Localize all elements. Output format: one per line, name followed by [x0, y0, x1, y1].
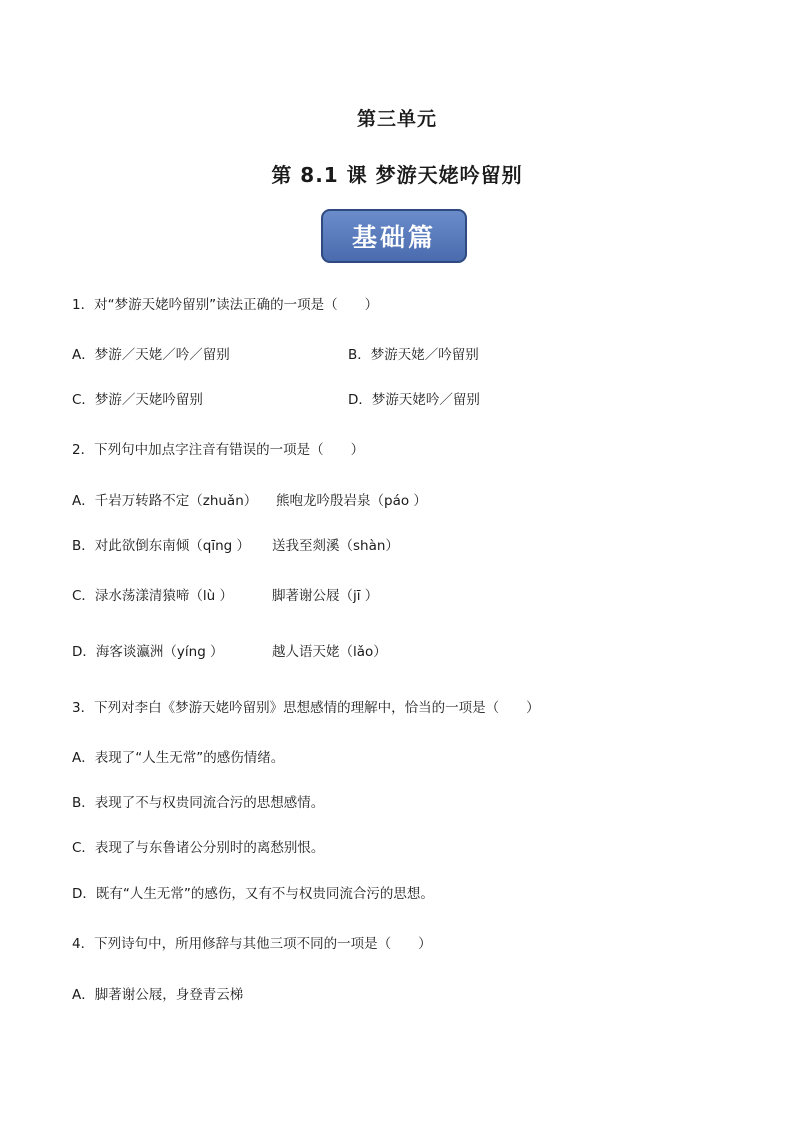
- question-3-stem: 3．下列对李白《梦游天姥吟留别》思想感情的理解中，恰当的一项是（ ）: [72, 700, 540, 716]
- question-1-option-b: B．梦游天姥／吟留别: [348, 347, 479, 363]
- question-3-option-a: A．表现了“人生无常”的感伤情绪。: [72, 750, 285, 766]
- question-4-option-a: A．脚著谢公屐，身登青云梯: [72, 987, 244, 1003]
- question-4-stem: 4．下列诗句中，所用修辞与其他三项不同的一项是（ ）: [72, 936, 432, 952]
- question-1-option-c: C．梦游／天姥吟留别: [72, 392, 203, 408]
- question-2-option-a-part2: 熊咆龙吟殷岩泉（páo ）: [276, 493, 427, 509]
- question-2-option-d-part2: 越人语天姥（lǎo）: [272, 644, 387, 660]
- question-1-option-a: A．梦游／天姥／吟／留别: [72, 347, 230, 363]
- question-2-option-a-part1: A．千岩万转路不定（zhuǎn）: [72, 493, 258, 509]
- question-2-option-d-part1: D．海客谈瀛洲（yíng ）: [72, 644, 224, 660]
- section-badge: 基础篇: [321, 209, 467, 263]
- unit-title: 第三单元: [356, 108, 437, 130]
- question-2-option-c-part2: 脚著谢公屐（jī ）: [272, 588, 379, 604]
- question-1-option-d: D．梦游天姥吟／留别: [348, 392, 480, 408]
- question-2-option-c-part1: C．渌水荡漾清猿啼（lù ）: [72, 588, 234, 604]
- question-2-option-b-part2: 送我至剡溪（shàn）: [272, 538, 399, 554]
- question-3-option-b: B．表现了不与权贵同流合污的思想感情。: [72, 795, 325, 811]
- question-1-stem: 1．对“梦游天姥吟留别”读法正确的一项是（ ）: [72, 297, 379, 313]
- question-2-option-b-part1: B．对此欲倒东南倾（qīng ）: [72, 538, 250, 554]
- question-3-option-c: C．表现了与东鲁诸公分别时的离愁别恨。: [72, 840, 325, 856]
- lesson-title: 第 8.1 课 梦游天姥吟留别: [271, 163, 523, 187]
- question-3-option-d: D．既有“人生无常”的感伤，又有不与权贵同流合污的思想。: [72, 886, 434, 902]
- question-2-stem: 2．下列句中加点字注音有错误的一项是（ ）: [72, 442, 365, 458]
